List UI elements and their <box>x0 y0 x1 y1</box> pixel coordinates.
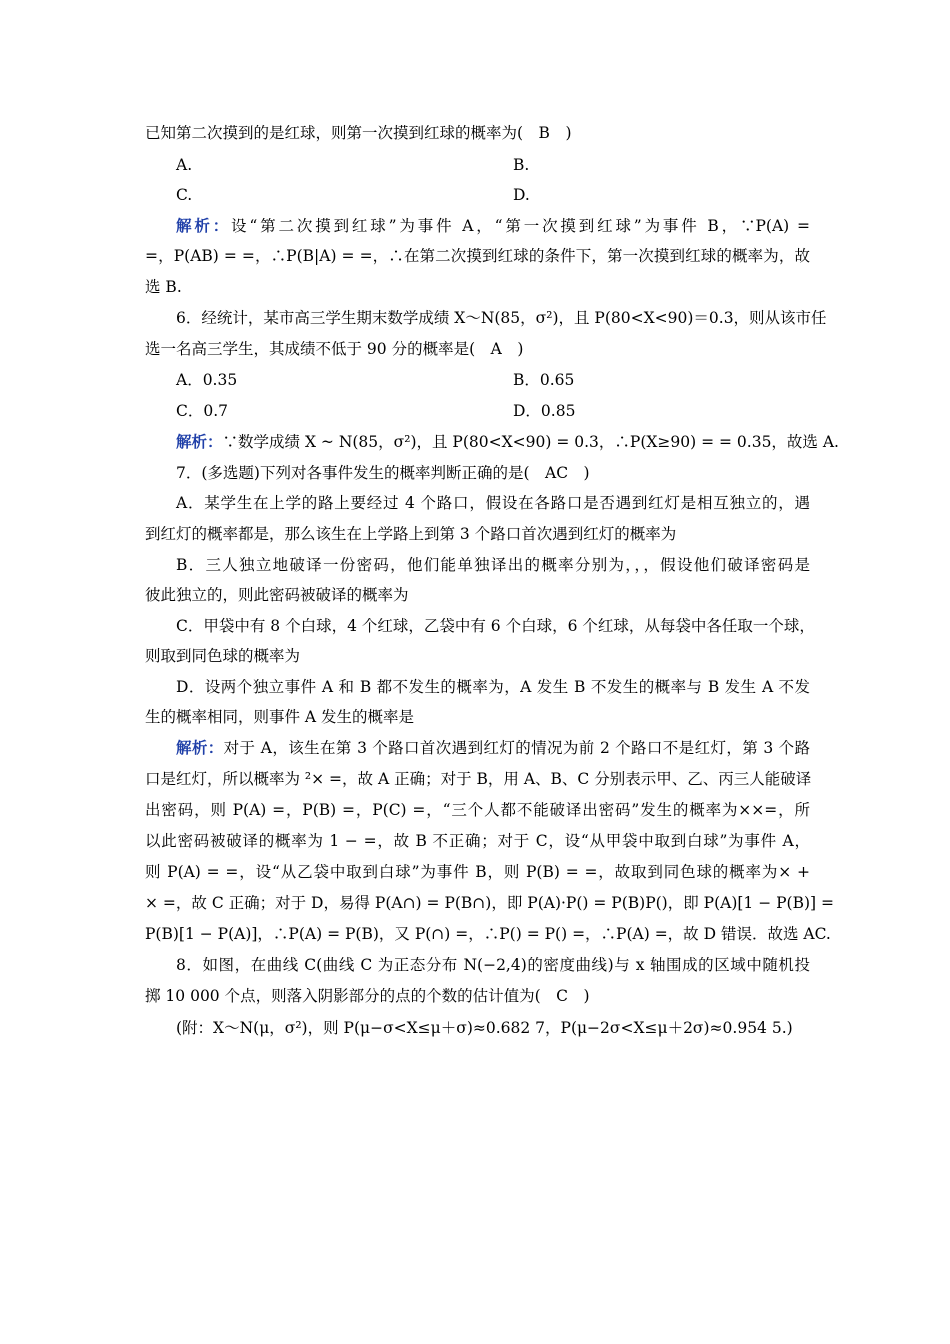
q6-option-b: B．0.65 <box>513 371 575 389</box>
q5-analysis-line-3: 选 B. <box>145 278 182 296</box>
q7-option-b-line-2: 彼此独立的，则此密码被破译的概率为 <box>145 586 409 604</box>
q5-option-c: C. <box>176 186 193 204</box>
q5-option-b: B. <box>513 156 530 174</box>
q6-analysis: 解析：∵数学成绩 X ~ N(85，σ²)，且 P(80<X<90) = 0.3，∴P(X≥90) = = 0.35，故选 A. <box>176 432 839 451</box>
q7-stem: 7．(多选题)下列对各事件发生的概率判断正确的是( AC ) <box>176 464 590 482</box>
q5-option-d: D. <box>513 186 530 204</box>
analysis-label: 解析： <box>176 216 232 235</box>
q5-stem: 已知第二次摸到的是红球，则第一次摸到红球的概率为( B ) <box>145 124 572 142</box>
analysis-label: 解析： <box>176 432 223 451</box>
q7-analysis-line-2: 口是红灯，所以概率为 ²× =，故 A 正确；对于 B，用 A、B、C 分别表示甲、乙、丙三人能破译 <box>145 770 812 788</box>
q6-stem-line-1: 6．经统计，某市高三学生期末数学成绩 X～N(85，σ²)，且 P(80<X<90)＝0.3，则从该市任 <box>176 309 827 327</box>
q6-stem-line-2: 选一名高三学生，其成绩不低于 90 分的概率是( A ) <box>145 340 524 358</box>
q7-option-c-line-1: C．甲袋中有 8 个白球，4 个红球，乙袋中有 6 个白球，6 个红球，从每袋中各任取一个球， <box>176 617 815 635</box>
q7-analysis-line-7: P(B)[1 − P(A)]，∴P(A) = P(B)，又 P(∩) =，∴P() = P() =，∴P(A) =，故 D 错误．故选 AC. <box>145 925 831 943</box>
q6-option-d: D．0.85 <box>513 402 576 420</box>
q7-option-a-line-2: 到红灯的概率都是，那么该生在上学路上到第 3 个路口首次遇到红灯的概率为 <box>145 525 677 543</box>
q6-option-c: C．0.7 <box>176 402 229 420</box>
q7-analysis-line-3: 出密码，则 P(A) =，P(B) =，P(C) =，“三个人都不能破译出密码”发生的概率为××=，所 <box>145 801 810 819</box>
analysis-label: 解析： <box>176 738 224 757</box>
q7-analysis-line-4: 以此密码被破译的概率为 1 − =，故 B 不正确；对于 C，设“从甲袋中取到白球”为事件 A， <box>145 832 810 850</box>
q8-note: (附：X～N(μ，σ²)，则 P(μ−σ<X≤μ＋σ)≈0.682 7，P(μ−2σ<X≤μ＋2σ)≈0.954 5.) <box>176 1019 793 1037</box>
q7-analysis-line-6: × =，故 C 正确；对于 D，易得 P(A∩) = P(B∩)，即 P(A)·P() = P(B)P()，即 P(A)[1 − P(B)] = <box>145 894 834 912</box>
q7-analysis-line-1: 解析：对于 A，该生在第 3 个路口首次遇到红灯的情况为前 2 个路口不是红灯，第 3 个路 <box>176 738 810 757</box>
q5-analysis-line-1: 解析：设“第二次摸到红球”为事件 A，“第一次摸到红球”为事件 B，∵P(A) = <box>176 216 810 235</box>
q8-stem-line-2: 掷 10 000 个点，则落入阴影部分的点的个数的估计值为( C ) <box>145 987 590 1005</box>
q7-analysis-line-5: 则 P(A) = =，设“从乙袋中取到白球”为事件 B，则 P(B) = =，故取到同色球的概率为× + <box>145 863 810 881</box>
q6-option-a: A．0.35 <box>176 371 238 389</box>
q5-analysis-line-2: =，P(AB) = =，∴P(B|A) = =，∴在第二次摸到红球的条件下，第一次摸到红球的概率为，故 <box>145 247 810 265</box>
q5-option-a: A. <box>176 156 193 174</box>
q7-option-d-line-1: D．设两个独立事件 A 和 B 都不发生的概率为，A 发生 B 不发生的概率与 B 发生 A 不发 <box>176 678 810 696</box>
q7-option-c-line-2: 则取到同色球的概率为 <box>145 647 301 665</box>
q7-option-d-line-2: 生的概率相同，则事件 A 发生的概率是 <box>145 708 415 726</box>
q7-option-a-line-1: A．某学生在上学的路上要经过 4 个路口，假设在各路口是否遇到红灯是相互独立的，遇 <box>176 494 810 512</box>
q8-stem-line-1: 8．如图，在曲线 C(曲线 C 为正态分布 N(−2,4)的密度曲线)与 x 轴围成的区域中随机投 <box>176 956 810 974</box>
q7-option-b-line-1: B．三人独立地破译一份密码，他们能单独译出的概率分别为，，，假设他们破译密码是 <box>176 556 810 574</box>
